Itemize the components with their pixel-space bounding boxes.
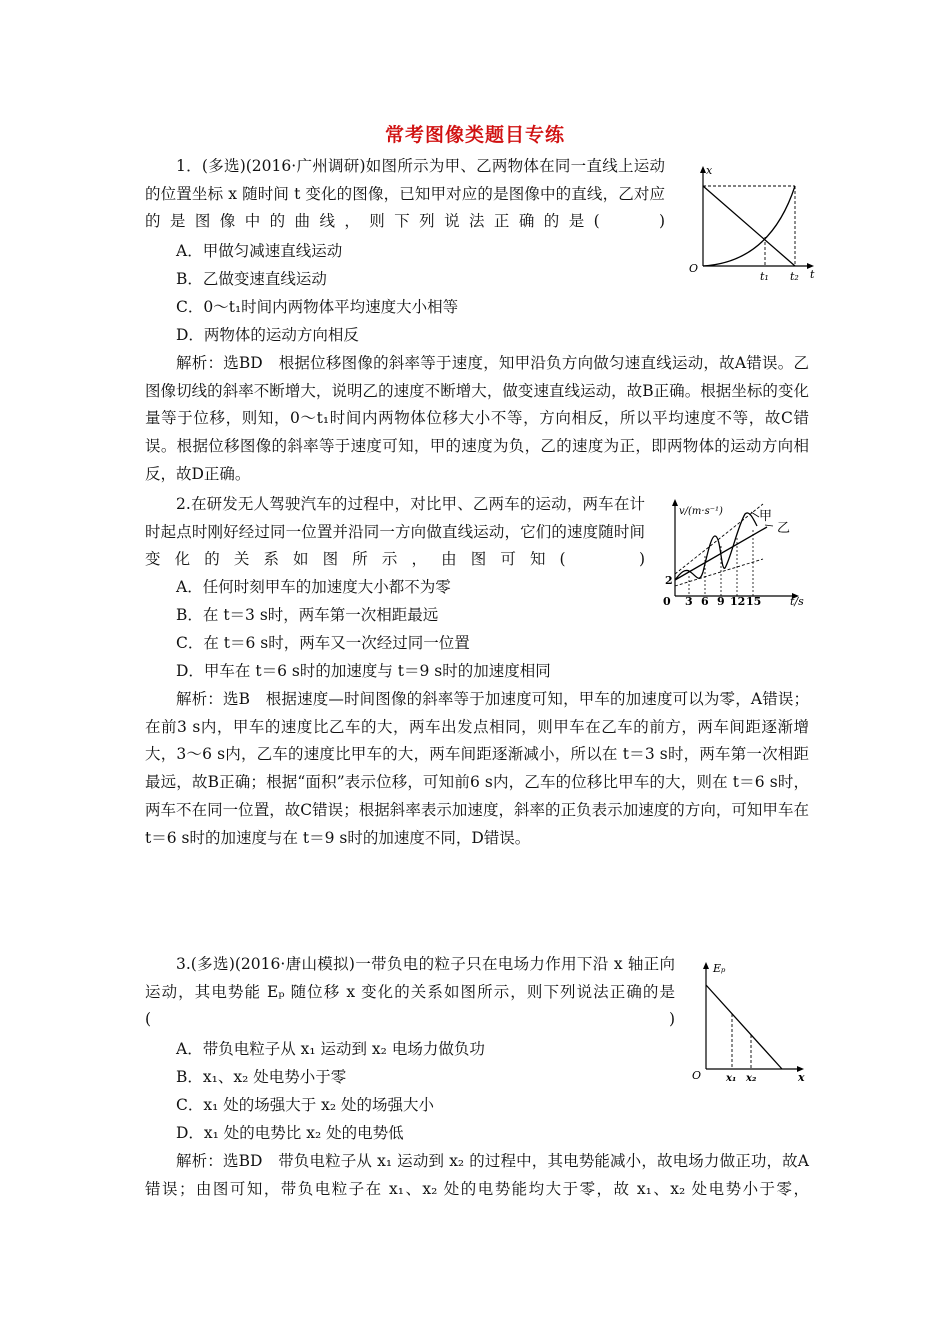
q2-x-tick-label: 3 bbox=[685, 595, 693, 608]
q3-y-axis-label: Eₚ bbox=[713, 962, 726, 975]
page-title: 常考图像类题目专练 bbox=[384, 124, 565, 146]
q3-analysis: 解析：选BD 带负电粒子从 x₁ 运动到 x₂ 的过程中，其电势能减小，故电场力做正功，故A错误；由图可知，带负电粒子在 x₁、x₂ 处的电势能均大于零，故 x₁、x₂ 处电势小于零， bbox=[145, 1152, 809, 1198]
q1-figure bbox=[680, 160, 820, 282]
q2-label-yi: 乙 bbox=[777, 521, 791, 536]
q2-y-axis-label: v/(m·s⁻¹) bbox=[679, 506, 723, 517]
q2-x-tick-label: 9 bbox=[717, 595, 725, 608]
q1-stem: 1．(多选)(2016·广州调研)如图所示为甲、乙两物体在同一直线上运动的位置坐标 x 随时间 t 变化的图像，已知甲对应的是图像中的直线，乙对应的是图像中的曲线，则下列说法正确的是( ) bbox=[145, 157, 665, 231]
q1-option-c: C．0～t₁时间内两物体平均速度大小相等 bbox=[176, 298, 459, 316]
q3-x2-label: x₂ bbox=[746, 1073, 757, 1084]
q3-x1-label: x₁ bbox=[726, 1073, 737, 1084]
q1-t1-label: t₁ bbox=[760, 270, 769, 282]
q2-x-tick-label: 12 bbox=[730, 595, 746, 608]
q2-option-d: D．甲车在 t＝6 s时的加速度与 t＝9 s时的加速度相同 bbox=[176, 662, 551, 680]
q1-option-a: A．甲做匀减速直线运动 bbox=[176, 242, 343, 260]
q3-ep-line bbox=[706, 985, 782, 1069]
q3-stem: 3.(多选)(2016·唐山模拟)一带负电的粒子只在电场力作用下沿 x 轴正向运动，其电势能 Eₚ 随位移 x 变化的关系如图所示，则下列说法正确的是( ) bbox=[145, 955, 675, 1029]
q2-x-axis-label: t/s bbox=[790, 595, 804, 608]
q1-y-axis-label: x bbox=[706, 164, 713, 177]
q2-analysis: 解析：选B 根据速度—时间图像的斜率等于加速度可知，甲车的加速度可以为零，A错误；在前3 s内，甲车的速度比乙车的大，两车出发点相同，则甲车在乙车的前方，两车间距逐渐增大，3～6 s内，乙车的速度比甲车的大，两车间距逐渐减小，所以在 t＝3 s时，两车第一次相距最远，故B正确；根据“面积”表示位移，可知前6 s内，乙车的位移比甲车的大，则在 t＝6 s时，两车不在同一位置，故C错误；根据斜率表示加速度，斜率的正负表示加速度的方向，可知甲车在 t＝6 s时的加速度与在 t＝9 s时的加速度不同，D错误。 bbox=[145, 690, 809, 847]
q1-option-d: D．两物体的运动方向相反 bbox=[176, 326, 359, 344]
q1-option-b: B．乙做变速直线运动 bbox=[176, 270, 327, 288]
q2-y-tick-2: 2 bbox=[665, 574, 673, 587]
q2-origin-label: 0 bbox=[663, 595, 671, 608]
q2-figure bbox=[655, 492, 815, 614]
q2-curve-jia bbox=[675, 513, 757, 580]
q1-x-axis-label: t bbox=[810, 268, 815, 281]
q3-y-arrow bbox=[703, 962, 709, 969]
q1-t2-label: t₂ bbox=[790, 270, 799, 282]
q1-analysis: 解析：选BD 根据位移图像的斜率等于速度，知甲沿负方向做匀速直线运动，故A错误。乙图像切线的斜率不断增大，说明乙的速度不断增大，做变速直线运动，故B正确。根据坐标的变化量等于位移，则知，0～t₁时间内两物体位移大小不等，方向相反，所以平均速度不等，故C错误。根据位移图像的斜率等于速度可知，甲的速度为负，乙的速度为正，即两物体的运动方向相反，故D正确。 bbox=[145, 354, 809, 483]
q2-stem: 2.在研发无人驾驶汽车的过程中，对比甲、乙两车的运动，两车在计时起点时刚好经过同一位置并沿同一方向做直线运动，它们的速度随时间变化的关系如图所示，由图可知( ) bbox=[145, 495, 645, 569]
q3-option-d: D．x₁ 处的电势比 x₂ 处的电势低 bbox=[176, 1124, 404, 1142]
q2-x-tick-label: 6 bbox=[701, 595, 709, 608]
q2-label-jia: 甲 bbox=[759, 509, 773, 524]
q2-x-tick-label: 15 bbox=[746, 595, 762, 608]
q2-y-arrow bbox=[672, 499, 678, 506]
q3-x-axis-label: x bbox=[798, 1071, 805, 1084]
q2-yi-leader bbox=[765, 525, 773, 526]
q3-option-c: C．x₁ 处的场强大于 x₂ 处的场强大小 bbox=[176, 1096, 435, 1114]
q3-option-b: B．x₁、x₂ 处电势小于零 bbox=[176, 1068, 347, 1086]
q2-option-c: C．在 t＝6 s时，两车又一次经过同一位置 bbox=[176, 634, 470, 652]
q3-option-a: A．带负电粒子从 x₁ 运动到 x₂ 电场力做负功 bbox=[176, 1040, 485, 1058]
q2-option-b: B．在 t＝3 s时，两车第一次相距最远 bbox=[176, 606, 439, 624]
q3-figure bbox=[688, 955, 813, 1085]
q3-origin-label: O bbox=[692, 1069, 702, 1082]
q1-line-jia bbox=[703, 186, 795, 266]
q1-origin-label: O bbox=[689, 262, 699, 275]
q2-option-a: A．任何时刻甲车的加速度大小都不为零 bbox=[176, 578, 451, 596]
